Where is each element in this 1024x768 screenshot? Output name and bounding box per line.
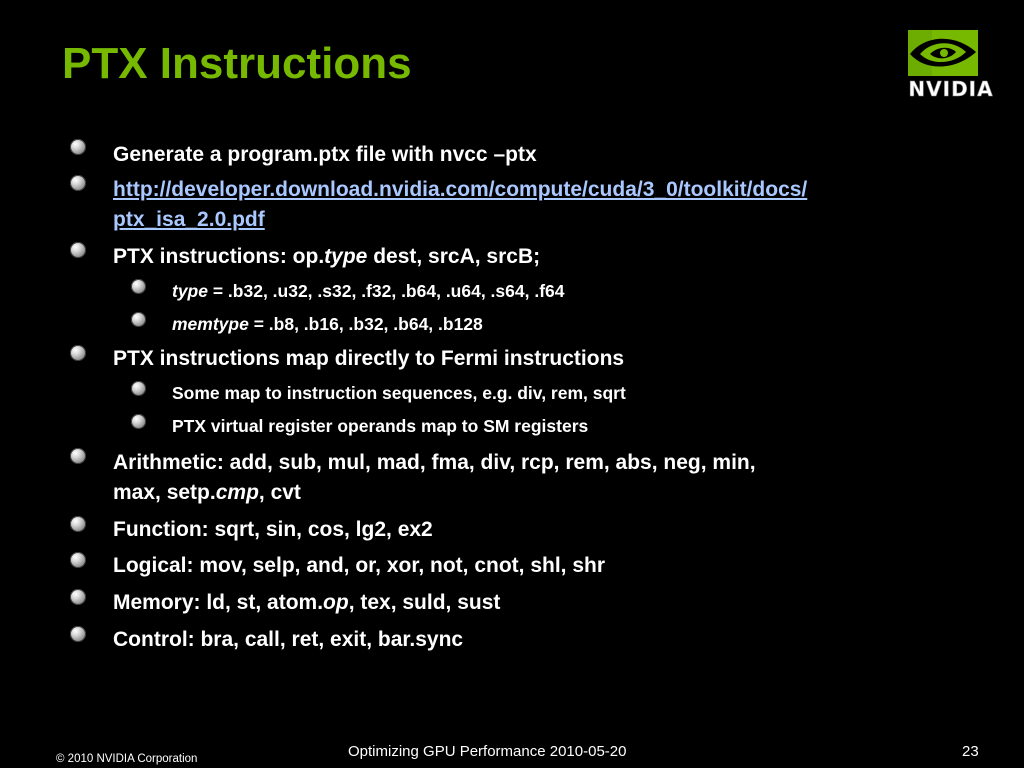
bullet-text-post: = .b8, .b16, .b32, .b64, .b128 [248, 314, 483, 334]
bullet-icon [70, 242, 86, 258]
bullet-icon [70, 516, 86, 532]
bullet-text: Logical: mov, selp, and, or, xor, not, cnot, shl, shr [113, 554, 606, 577]
list-item [113, 446, 756, 480]
footer-copyright: © 2010 NVIDIA Corporation [56, 753, 198, 765]
sub-list-item [172, 275, 565, 307]
sub-bullet-icon [131, 381, 146, 396]
nvidia-eye-icon [900, 28, 1002, 78]
bullet-text: Some map to instruction sequences, e.g. div, rem, sqrt [172, 383, 626, 403]
footer-title-date: Optimizing GPU Performance 2010-05-20 [348, 743, 627, 760]
bullet-icon [70, 626, 86, 642]
list-item [113, 623, 463, 657]
sub-list-item [172, 308, 483, 340]
bullet-icon [70, 448, 86, 464]
bullet-text: Control: bra, call, ret, exit, bar.sync [113, 628, 464, 651]
sub-list-item [172, 377, 626, 409]
sub-bullet-icon [131, 279, 146, 294]
sub-bullet-icon [131, 312, 146, 327]
bullet-text: Function: sqrt, sin, cos, lg2, ex2 [113, 518, 433, 541]
bullet-text-pre: Memory: ld, st, atom. [113, 591, 324, 614]
bullet-text: Generate a program.ptx file with nvcc –ptx [113, 143, 537, 166]
bullet-text-post: dest, srcA, srcB; [367, 245, 541, 268]
bullet-text: Arithmetic: add, sub, mul, mad, fma, div, rcp, rem, abs, neg, min, [113, 451, 756, 474]
bullet-icon [70, 175, 86, 191]
bullet-text-italic: op [323, 591, 349, 614]
sub-bullet-icon [131, 414, 146, 429]
list-item [113, 342, 624, 376]
bullet-text-pre: max, setp. [113, 481, 216, 504]
page-number: 23 [962, 743, 979, 760]
bullet-icon [70, 552, 86, 568]
bullet-icon [70, 345, 86, 361]
list-item [113, 586, 500, 620]
bullet-text-italic: type [324, 245, 368, 268]
ptx-isa-link-line2[interactable]: ptx_isa_2.0.pdf [113, 208, 265, 231]
bullet-text: PTX virtual register operands map to SM registers [172, 416, 589, 436]
ptx-isa-link-line1[interactable]: http://developer.download.nvidia.com/compute/cuda/3_0/toolkit/docs/ [113, 178, 808, 201]
bullet-text-italic: cmp [215, 481, 259, 504]
bullet-text-post: , tex, suld, sust [348, 591, 501, 614]
bullet-text-italic: type [172, 281, 208, 301]
slide-title: PTX Instructions [62, 39, 412, 88]
bullet-text: PTX instructions map directly to Fermi instructions [113, 347, 625, 370]
nvidia-wordmark: NVIDIA [908, 77, 994, 101]
bullet-text-pre: PTX instructions: op. [113, 245, 325, 268]
nvidia-logo [900, 28, 1002, 104]
list-item-continuation [113, 203, 265, 237]
bullet-text-italic: memtype [172, 314, 249, 334]
list-item-continuation [113, 476, 301, 510]
bullet-text-post: , cvt [258, 481, 301, 504]
list-item [113, 173, 807, 207]
list-item [113, 549, 605, 583]
sub-list-item [172, 410, 588, 442]
bullet-text-post: = .b32, .u32, .s32, .f32, .b64, .u64, .s64, .f64 [207, 281, 565, 301]
bullet-icon [70, 139, 86, 155]
list-item [113, 240, 540, 274]
list-item [113, 513, 433, 547]
bullet-icon [70, 589, 86, 605]
list-item [113, 138, 537, 172]
